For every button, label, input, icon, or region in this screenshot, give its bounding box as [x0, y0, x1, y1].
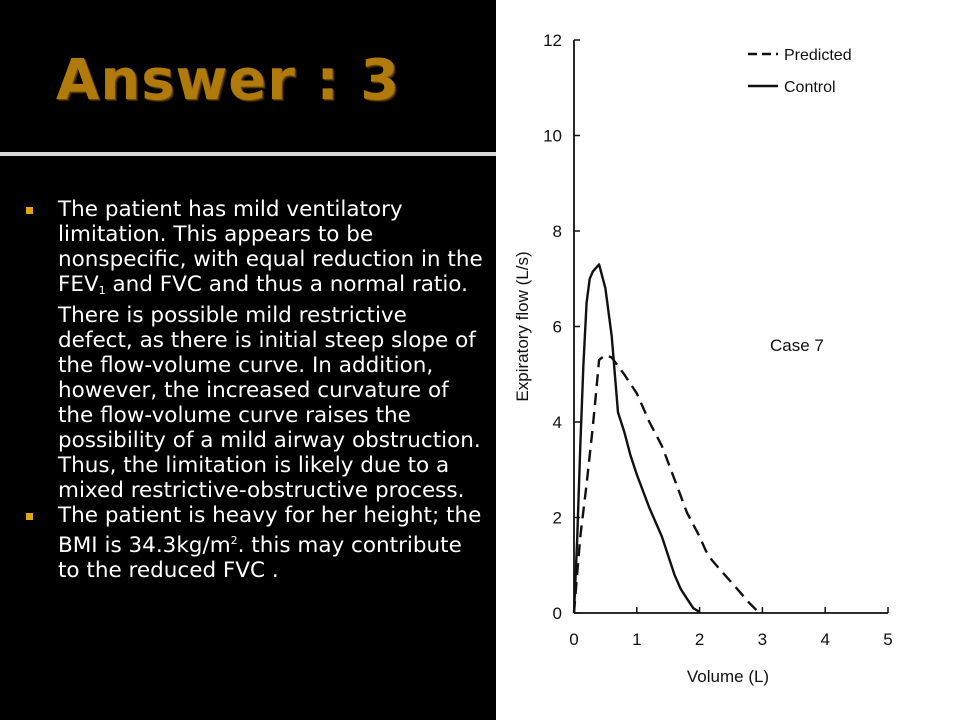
bullet-text: The patient has mild ventilatory limitation. This appears to be nonspecific, with equal reduction in the FEV	[58, 197, 483, 297]
y-tick-label: 6	[552, 317, 562, 337]
bullet-item	[18, 197, 488, 503]
y-tick-label: 12	[543, 31, 562, 50]
x-tick-label: 2	[694, 630, 705, 649]
chart-svg	[496, 0, 960, 720]
title-bar	[0, 0, 496, 152]
bullet-text: 2	[230, 534, 238, 547]
x-tick-label: 3	[757, 630, 768, 649]
series-line-predicted	[574, 355, 759, 613]
y-tick-label: 2	[552, 508, 562, 528]
bullet-text: and FVC and thus a normal ratio. There is possible mild restrictive defect, as there is initial steep slope of the flow-volume curve. In addition, however, the increased curvature of the flow-volume curve raises the possibility of a mild airway obstruction. Thus, the limitation is likely due to a mixed restrictive-obstructive process.	[58, 272, 481, 503]
slide-title: Answer : 3	[56, 48, 401, 113]
bullet-list	[18, 197, 488, 583]
x-tick-label: 0	[569, 630, 579, 649]
bullet-marker-icon	[26, 207, 33, 214]
bullet-text: The patient is heavy for her height; the BMI is 34.3kg/m	[58, 503, 482, 558]
y-tick-label: 0	[552, 604, 562, 623]
annotation-case-label: Case 7	[770, 336, 824, 355]
series-line-control	[574, 264, 700, 613]
y-tick-label: 4	[552, 413, 562, 432]
flow-volume-chart	[496, 0, 960, 720]
x-tick-label: 4	[820, 630, 830, 649]
bullet-item	[18, 503, 488, 583]
x-tick-label: 1	[632, 630, 642, 649]
x-axis-title: Volume (L)	[686, 667, 770, 686]
bullet-text: 1	[98, 284, 106, 297]
bullet-marker-icon	[26, 513, 33, 520]
y-tick-label: 10	[543, 126, 562, 146]
bullet-text: . this may contribute to the reduced FVC .	[58, 533, 462, 583]
y-tick-label: 8	[552, 222, 562, 241]
legend-label-control: Control	[784, 79, 836, 96]
y-axis-title: Expiratory flow (L/s)	[513, 251, 532, 402]
x-tick-label: 5	[883, 630, 893, 649]
title-divider	[0, 152, 496, 156]
legend-label-predicted: Predicted	[784, 47, 852, 64]
